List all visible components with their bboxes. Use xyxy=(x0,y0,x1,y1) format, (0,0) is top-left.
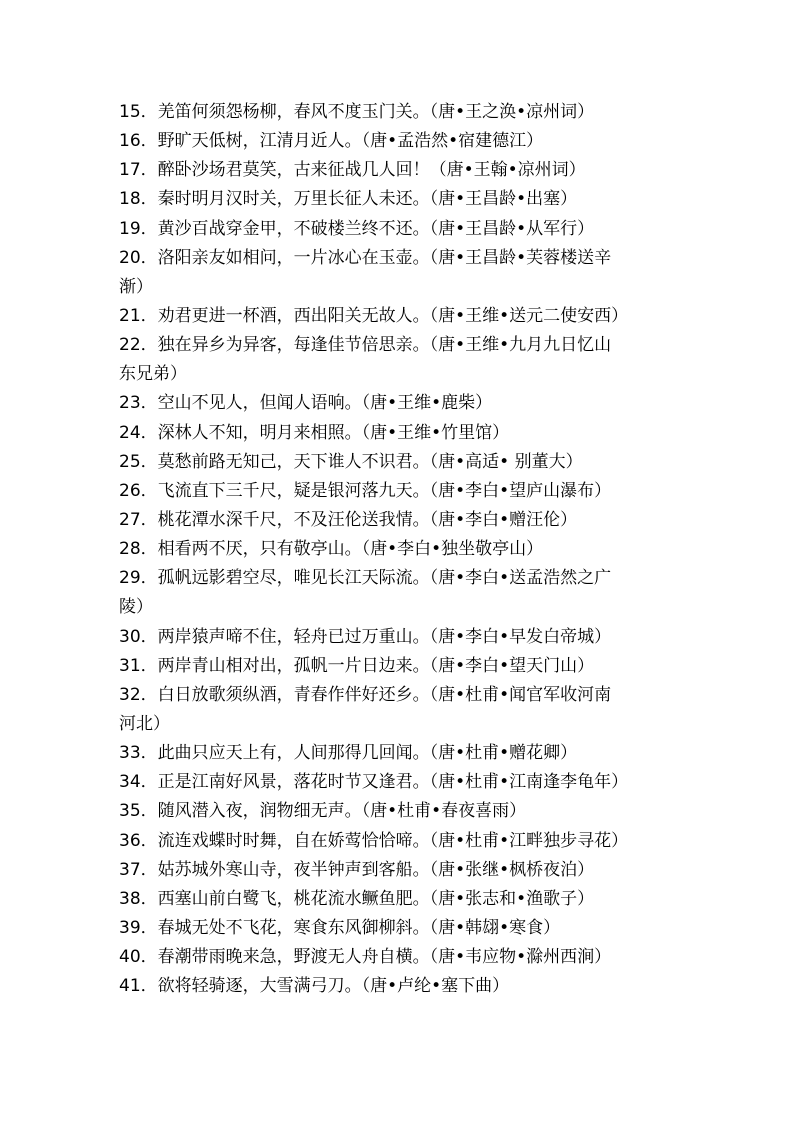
text-line: 24．深林人不知，明月来相照。（唐•王维•竹里馆） xyxy=(119,422,510,443)
text-line: 40．春潮带雨晚来急，野渡无人舟自横。（唐•韦应物•滁州西涧） xyxy=(119,947,612,968)
text-line: 29．孤帆远影碧空尽，唯见长江天际流。（唐•李白•送孟浩然之广 xyxy=(119,568,612,589)
text-line: 41．欲将轻骑逐，大雪满弓刀。（唐•卢纶•塞下曲） xyxy=(119,976,510,997)
text-line: 渐） xyxy=(119,276,153,297)
text-line: 27．桃花潭水深千尺，不及汪伦送我情。（唐•李白•赠汪伦） xyxy=(119,509,578,530)
text-line: 陵） xyxy=(119,597,153,618)
text-line: 28．相看两不厌，只有敬亭山。（唐•李白•独坐敬亭山） xyxy=(119,539,544,560)
text-line: 35．随风潜入夜，润物细无声。（唐•杜甫•春夜喜雨） xyxy=(119,801,527,822)
text-line: 17．醉卧沙场君莫笑，古来征战几人回！（唐•王翰•凉州词） xyxy=(119,160,586,181)
text-line: 26．飞流直下三千尺，疑是银河落九天。（唐•李白•望庐山瀑布） xyxy=(119,480,612,501)
text-line: 25．莫愁前路无知己，天下谁人不识君。（唐•高适• 别董大） xyxy=(119,451,583,472)
text-line: 22．独在异乡为异客，每逢佳节倍思亲。（唐•王维•九月九日忆山 xyxy=(119,335,612,356)
text-line: 19．黄沙百战穿金甲，不破楼兰终不还。（唐•王昌龄•从军行） xyxy=(119,218,595,239)
text-line: 20．洛阳亲友如相问，一片冰心在玉壶。（唐•王昌龄•芙蓉楼送辛 xyxy=(119,247,612,268)
text-line: 河北） xyxy=(119,713,170,734)
text-line: 18．秦时明月汉时关，万里长征人未还。（唐•王昌龄•出塞） xyxy=(119,189,578,210)
text-line: 15．羌笛何须怨杨柳，春风不度玉门关。（唐•王之涣•凉州词） xyxy=(119,102,595,122)
text-line: 37．姑苏城外寒山寺，夜半钟声到客船。（唐•张继•枫桥夜泊） xyxy=(119,859,595,880)
text-line: 31．两岸青山相对出，孤帆一片日边来。（唐•李白•望天门山） xyxy=(119,655,595,676)
text-line: 39．春城无处不飞花，寒食东风御柳斜。（唐•韩翃•寒食） xyxy=(119,917,561,938)
poem-list xyxy=(119,98,679,1001)
text-line: 东兄弟） xyxy=(119,364,187,385)
text-line: 36．流连戏蝶时时舞，自在娇莺恰恰啼。（唐•杜甫•江畔独步寻花） xyxy=(119,830,629,851)
text-line: 33．此曲只应天上有，人间那得几回闻。（唐•杜甫•赠花卿） xyxy=(119,743,578,764)
text-line: 23．空山不见人，但闻人语响。（唐•王维•鹿柴） xyxy=(119,393,493,414)
text-line: 16．野旷天低树，江清月近人。（唐•孟浩然•宿建德江） xyxy=(119,131,544,152)
text-line: 32．白日放歌须纵酒，青春作伴好还乡。（唐•杜甫•闻官军收河南 xyxy=(119,684,612,705)
text-line: 34．正是江南好风景，落花时节又逢君。（唐•杜甫•江南逢李龟年） xyxy=(119,772,629,793)
text-line: 38．西塞山前白鹭飞，桃花流水鳜鱼肥。（唐•张志和•渔歌子） xyxy=(119,888,595,909)
text-line: 30．两岸猿声啼不住，轻舟已过万重山。（唐•李白•早发白帝城） xyxy=(119,626,612,647)
text-line: 21．劝君更进一杯酒，西出阳关无故人。（唐•王维•送元二使安西） xyxy=(119,305,629,326)
